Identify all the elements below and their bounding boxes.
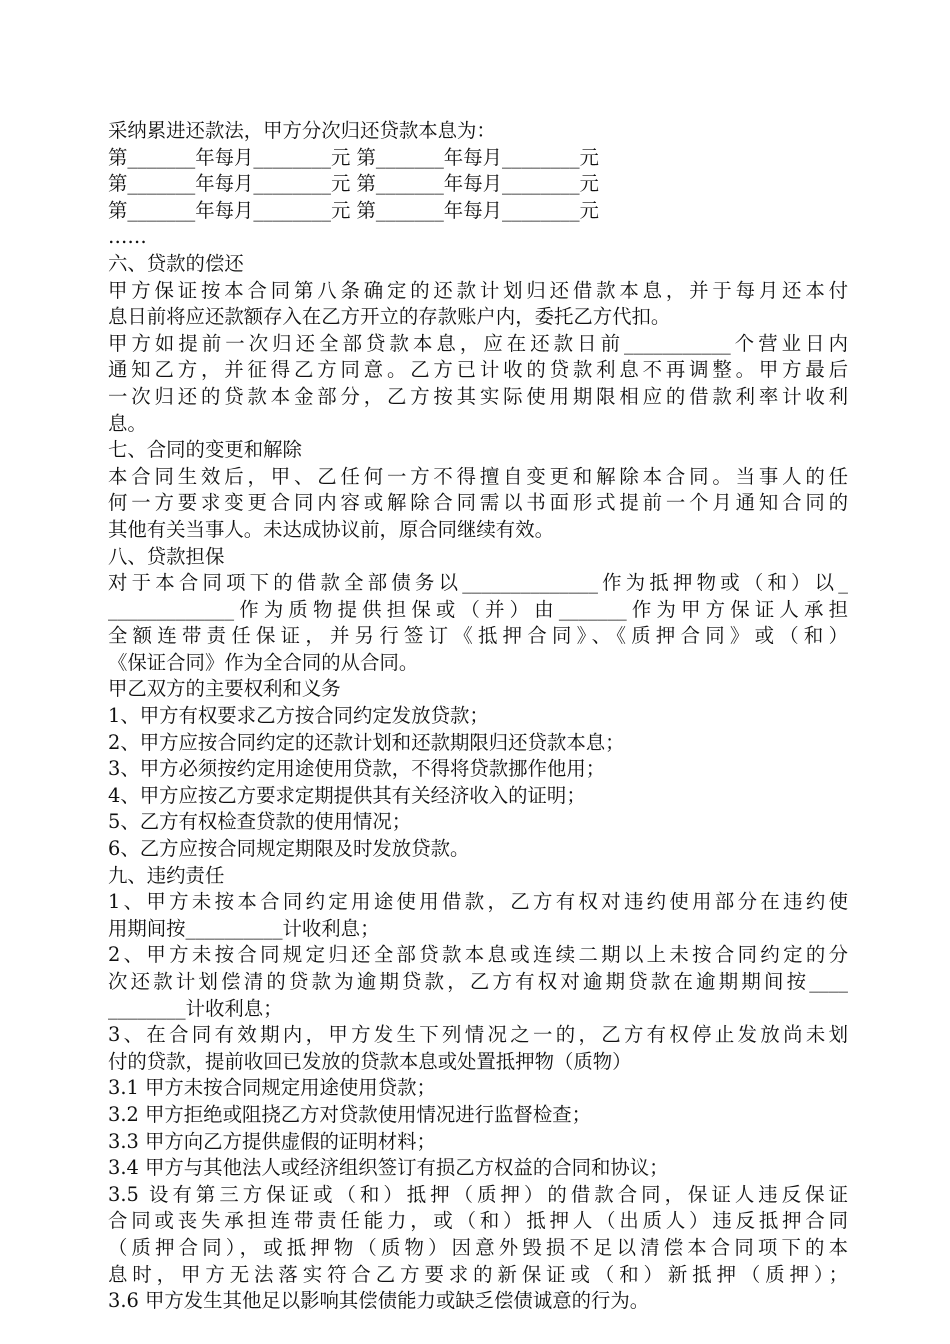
text-line: 息日前将应还款额存入在乙方开立的存款账户内，委托乙方代扣。	[108, 305, 671, 329]
text-line: 付的贷款，提前收回已发放的贷款本息或处置抵押物（质物）	[108, 1049, 632, 1073]
text-line: 第_______年每月________元 第_______年每月________元	[108, 145, 599, 169]
text-line: 全额连带责任保证，并另行签订《抵押合同》、《质押合同》或（和）	[108, 624, 848, 648]
contract-page	[108, 118, 848, 1315]
text-line: ________计收利息；	[108, 996, 283, 1020]
text-line: 1、甲方有权要求乙方按合同约定发放贷款；	[108, 704, 489, 728]
text-line: 次还款计划偿清的贷款为逾期贷款，乙方有权对逾期贷款在逾期期间按____	[108, 970, 848, 993]
text-line: 采纳累进还款法，甲方分次归还贷款本息为：	[108, 119, 496, 142]
text-line: 6、乙方应按合同规定期限及时发放贷款。	[108, 837, 470, 861]
text-line: 其他有关当事人。未达成协议前，原合同继续有效。	[108, 517, 554, 541]
text-line: 5、乙方有权检查贷款的使用情况；	[108, 810, 412, 834]
text-line: 甲方如提前一次归还全部贷款本息，应在还款日前___________个营业日内	[108, 331, 848, 355]
text-line: 3.6 甲方发生其他足以影响其偿债能力或缺乏偿债诚意的行为。	[108, 1289, 650, 1313]
text-line: 七、合同的变更和解除	[108, 438, 302, 462]
text-line: 何一方要求变更合同内容或解除合同需以书面形式提前一个月通知合同的	[108, 491, 848, 515]
text-line: 通知乙方，并征得乙方同意。乙方已计收的贷款利息不再调整。甲方最后	[108, 358, 848, 382]
text-line: （质押合同），或抵押物（质物）因意外毁损不足以清偿本合同项下的本	[108, 1235, 848, 1259]
text-line: 八、贷款担保	[108, 544, 225, 568]
text-line: 第_______年每月________元 第_______年每月________元	[108, 198, 599, 222]
text-line: 息时，甲方无法落实符合乙方要求的新保证或（和）新抵押（质押）；	[108, 1262, 848, 1286]
text-line: 3、在合同有效期内，甲方发生下列情况之一的，乙方有权停止发放尚未划	[108, 1023, 848, 1047]
text-line: 一次归还的贷款本金部分，乙方按其实际使用期限相应的借款利率计收利	[108, 384, 848, 408]
text-line: 1、甲方未按本合同约定用途使用借款，乙方有权对违约使用部分在违约使	[108, 890, 848, 914]
text-line: 合同或丧失承担连带责任能力，或（和）抵押人（出质人）违反抵押合同	[108, 1209, 848, 1233]
text-line: 对于本合同项下的借款全部债务以______________作为抵押物或（和）以_	[108, 571, 848, 595]
text-line: 九、违约责任	[108, 863, 225, 887]
text-line: ……	[108, 225, 147, 249]
text-line: 甲乙双方的主要权利和义务	[108, 677, 341, 701]
text-line: 4、甲方应按乙方要求定期提供其有关经济收入的证明；	[108, 783, 586, 807]
text-line: 第_______年每月________元 第_______年每月________元	[108, 172, 599, 196]
text-line: 3.1 甲方未按合同规定用途使用贷款；	[108, 1076, 436, 1100]
text-line: 3.3 甲方向乙方提供虚假的证明材料；	[108, 1129, 436, 1153]
text-line: 用期间按__________计收利息；	[108, 916, 380, 940]
text-line: 3.4 甲方与其他法人或经济组织签订有损乙方权益的合同和协议；	[108, 1156, 669, 1180]
text-line: 本合同生效后，甲、乙任何一方不得擅自变更和解除本合同。当事人的任	[108, 464, 848, 488]
text-line: _____________作为质物提供担保或（并）由_______作为甲方保证人承担	[108, 597, 848, 621]
text-line: 2、甲方未按合同规定归还全部贷款本息或连续二期以上未按合同约定的分	[108, 943, 848, 967]
text-line: 息。	[108, 411, 147, 435]
text-line: 3.2 甲方拒绝或阻挠乙方对贷款使用情况进行监督检查；	[108, 1102, 591, 1126]
text-line: 2、甲方应按合同约定的还款计划和还款期限归还贷款本息；	[108, 730, 625, 754]
text-line: 3.5 设有第三方保证或（和）抵押（质押）的借款合同，保证人违反保证	[108, 1182, 848, 1206]
text-line: 六、贷款的偿还	[108, 251, 244, 275]
text-line: 《保证合同》作为全合同的从合同。	[108, 650, 419, 674]
text-line: 3、甲方必须按约定用途使用贷款，不得将贷款挪作他用；	[108, 757, 606, 781]
text-line: 甲方保证按本合同第八条确定的还款计划归还借款本息，并于每月还本付	[108, 278, 848, 302]
